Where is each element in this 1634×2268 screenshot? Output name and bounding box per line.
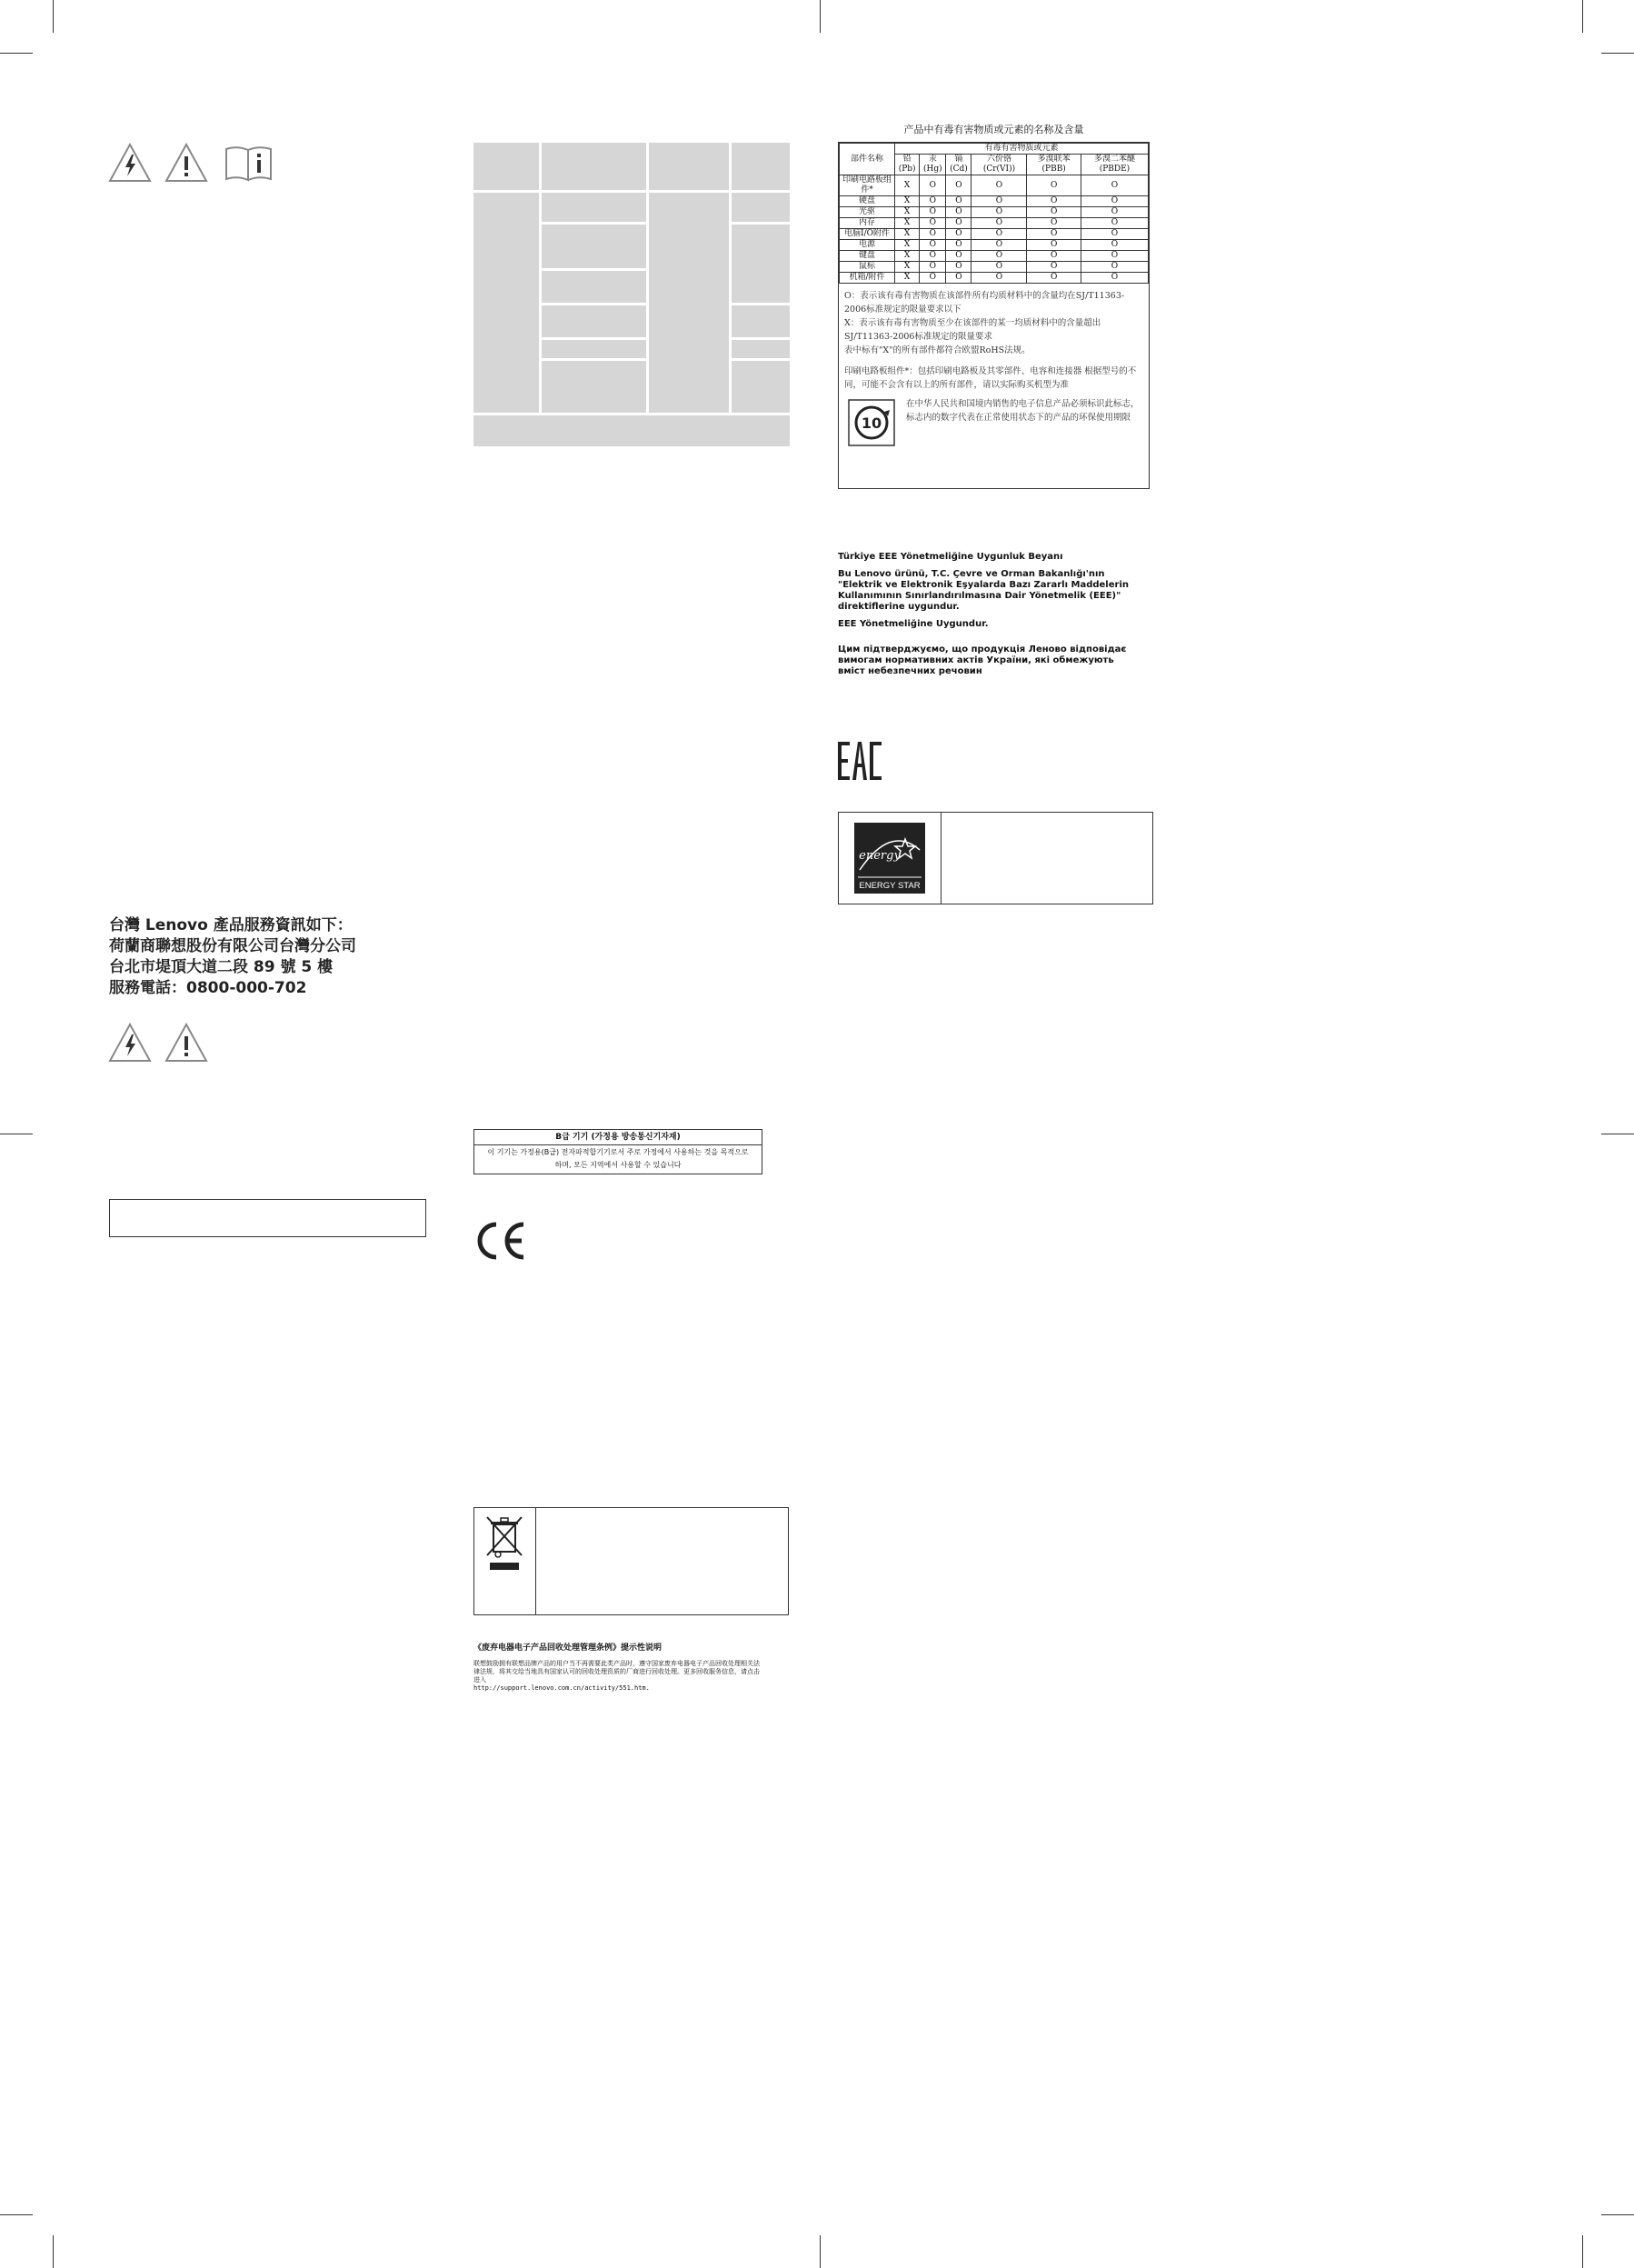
- table-cell: O: [1081, 196, 1148, 207]
- weee-icon-cell: [474, 1508, 536, 1614]
- table-cell-part: 机箱/附件: [840, 273, 895, 284]
- table-cell-part: 电源: [840, 240, 895, 251]
- table-cell: X: [895, 218, 920, 229]
- table-cell: X: [895, 196, 920, 207]
- hazard-substance-table: [839, 143, 1149, 284]
- taiwan-info-line: 荷蘭商聯想股份有限公司台灣分公司: [109, 937, 356, 955]
- table-cell: O: [971, 229, 1027, 240]
- table-cell: O: [1081, 207, 1148, 218]
- taiwan-service-info: [109, 915, 436, 999]
- crop-mark: [820, 0, 821, 33]
- table-cell-part: 光驱: [840, 207, 895, 218]
- table-cell: O: [1081, 262, 1148, 273]
- table-row: [840, 251, 1149, 262]
- ukraine-body: Цим підтверджуємо, що продукція Леново відповідає вимогам нормативних актів України, які обмежують вміст небезпечних речовин: [838, 644, 1127, 676]
- table-row: [840, 196, 1149, 207]
- table-cell-part: 键盘: [840, 251, 895, 262]
- table-cell: [732, 305, 790, 337]
- table-cell-part: 鼠标: [840, 262, 895, 273]
- crop-mark: [53, 2235, 54, 2268]
- table-cell: O: [1027, 175, 1081, 196]
- hazard-note: X：表示该有毒有害物质至少在该部件的某一均质材料中的含量超出SJ/T11363-2006标准规定的限量要求: [844, 318, 1101, 342]
- eac-logo: [837, 740, 882, 782]
- table-cell: O: [1027, 273, 1081, 284]
- table-cell: O: [920, 229, 946, 240]
- table-cell: [542, 340, 646, 358]
- table-cell: O: [920, 196, 946, 207]
- table-cell: [542, 143, 646, 190]
- table-cell: O: [920, 251, 946, 262]
- table-cell: O: [920, 175, 946, 196]
- table-cell: X: [895, 273, 920, 284]
- grey-spec-table: [473, 143, 790, 446]
- table-cell-part: 硬盘: [840, 196, 895, 207]
- energy-star-logo-cell: [839, 813, 942, 904]
- ce-mark-icon: [471, 1219, 529, 1263]
- crop-mark: [1582, 0, 1583, 33]
- table-cell: O: [946, 229, 971, 240]
- table-cell: [649, 143, 729, 190]
- table-cell: O: [971, 218, 1027, 229]
- hazard-note: 表中标有"X"的所有部件都符合欧盟RoHS法规。: [844, 345, 1031, 355]
- table-row: [840, 218, 1149, 229]
- table-cell: O: [946, 175, 971, 196]
- taiwan-info-line: 台北市堤頂大道二段 89 號 5 樓: [109, 958, 334, 976]
- eac-mark-icon: [837, 740, 882, 782]
- table-row: [840, 262, 1149, 273]
- crop-mark: [1601, 2214, 1634, 2215]
- table-header: 多溴联苯 (PBB): [1027, 155, 1081, 175]
- table-cell: X: [895, 262, 920, 273]
- table-cell: [732, 340, 790, 358]
- efup-10-icon: [848, 399, 895, 446]
- turkey-declaration: [838, 552, 1138, 630]
- table-cell-part: 电脑I/O附件: [840, 229, 895, 240]
- table-cell: O: [946, 262, 971, 273]
- table-header: 六价铬 (Cr(VI)): [971, 155, 1027, 175]
- table-cell: O: [1027, 196, 1081, 207]
- table-cell: O: [971, 251, 1027, 262]
- table-cell: [473, 415, 790, 446]
- table-cell: O: [971, 196, 1027, 207]
- table-row: [840, 240, 1149, 251]
- crop-mark: [1601, 53, 1634, 54]
- table-cell: O: [1027, 218, 1081, 229]
- table-cell-part: 内存: [840, 218, 895, 229]
- table-cell: O: [946, 251, 971, 262]
- caution-icon: [164, 142, 209, 184]
- weee-bin-icon: [485, 1515, 525, 1572]
- table-cell: [542, 271, 646, 303]
- crop-mark: [0, 53, 33, 54]
- table-cell: O: [971, 175, 1027, 196]
- hazard-note: 印刷电路板组件*：包括印刷电路板及其零部件、电容和连接器 根据型号的不同，可能不会含有以上的所有部件，请以实际购买机型为准: [844, 366, 1137, 390]
- table-cell: O: [971, 262, 1027, 273]
- weee-notice-box: [473, 1507, 789, 1615]
- table-cell: [542, 305, 646, 337]
- table-cell: O: [946, 240, 971, 251]
- table-cell: O: [1027, 240, 1081, 251]
- turkey-line2: EEE Yönetmeliğine Uygundur.: [838, 619, 989, 629]
- table-cell: [542, 361, 646, 413]
- svg-text:energy: energy: [859, 849, 901, 863]
- korea-notice-body: 이 기기는 가정용(B급) 전자파적합기기로서 주로 가정에서 사용하는 것을 목적으로 하며, 모든 지역에서 사용할 수 있습니다: [487, 1148, 749, 1169]
- table-cell: O: [1081, 240, 1148, 251]
- crop-mark: [1582, 2235, 1583, 2268]
- table-cell: O: [971, 240, 1027, 251]
- table-cell: [473, 193, 539, 413]
- table-header: 部件名称: [840, 144, 895, 175]
- china-recycling-notice: [473, 1642, 761, 1693]
- hazard-substance-box: [838, 142, 1150, 489]
- turkey-title: Türkiye EEE Yönetmeliğine Uygunluk Beyanı: [838, 552, 1063, 562]
- crop-mark: [53, 0, 54, 33]
- table-cell: [732, 143, 790, 190]
- table-cell-part: 印刷电路板组件*: [840, 175, 895, 196]
- table-cell: [542, 193, 646, 222]
- table-cell: [649, 193, 729, 413]
- china-notice-title: 《废弃电器电子产品回收处理管理条例》提示性说明: [473, 1644, 663, 1653]
- taiwan-info-line: 台灣 Lenovo 產品服務資訊如下：: [109, 916, 353, 934]
- energy-star-box: [838, 812, 1153, 904]
- table-cell: O: [971, 273, 1027, 284]
- table-row: [840, 207, 1149, 218]
- table-header: 多溴二苯醚 (PBDE): [1081, 155, 1148, 175]
- taiwan-info-line: 服務電話：0800-000-702: [109, 979, 307, 997]
- table-row: [840, 273, 1149, 284]
- empty-frame-box: [109, 1199, 426, 1237]
- table-row: [840, 229, 1149, 240]
- efup-number: 10: [861, 415, 882, 432]
- table-cell: O: [946, 218, 971, 229]
- table-cell: [473, 143, 539, 190]
- table-cell: X: [895, 240, 920, 251]
- energy-star-logo: [854, 823, 925, 894]
- hazard-note: 在中华人民共和国境内销售的电子信息产品必须标识此标志，标志内的数字代表在正常使用状态下的产品的环保使用期限: [906, 399, 1140, 423]
- table-cell: O: [971, 207, 1027, 218]
- table-cell: O: [946, 273, 971, 284]
- hazard-note: O：表示该有毒有害物质在该部件所有均质材料中的含量均在SJ/T11363-2006标准规定的限量要求以下: [844, 291, 1125, 315]
- turkey-body: Bu Lenovo ürünü, T.C. Çevre ve Orman Bakanlığı'nın "Elektrik ve Elektronik Eşyalarda Bazı Zararlı Maddelerin Kullanımının Sınırlandırılmasına Dair Yönetmelik (EEE)" direktiflerine uygundur.: [838, 569, 1129, 612]
- table-cell: O: [1081, 251, 1148, 262]
- table-cell: [732, 225, 790, 303]
- table-cell: O: [1027, 251, 1081, 262]
- table-cell: [732, 361, 790, 413]
- china-notice-link[interactable]: http://support.lenovo.com.cn/activity/551.htm.: [473, 1684, 650, 1692]
- table-cell: [542, 225, 646, 268]
- table-cell: X: [895, 251, 920, 262]
- table-cell: O: [920, 262, 946, 273]
- table-header: 有毒有害物质或元素: [895, 144, 1149, 155]
- table-cell: O: [1081, 273, 1148, 284]
- hazard-table-title: 产品中有毒有害物质或元素的名称及含量: [903, 124, 1084, 135]
- crop-mark: [820, 2235, 821, 2268]
- safety-icons-bottom: [107, 1022, 216, 1064]
- table-cell: X: [895, 175, 920, 196]
- table-cell: O: [920, 218, 946, 229]
- efup-row: [839, 397, 1149, 450]
- table-row: [840, 175, 1149, 196]
- table-cell: O: [946, 196, 971, 207]
- korea-class-b-notice: [473, 1129, 762, 1174]
- table-header: 铅(Pb): [895, 155, 920, 175]
- table-cell: O: [1081, 218, 1148, 229]
- table-header: 镉(Cd): [946, 155, 971, 175]
- china-notice-body: 联想鼓励拥有联想品牌产品的用户当不再需要此类产品时，遵守国家废弃电器电子产品回收处理相关法律法规，将其交给当地具有国家认可的回收处理资质的厂商进行回收处理。更多回收服务信息，请点击进入: [473, 1660, 760, 1684]
- energy-star-label: ENERGY STAR: [859, 881, 921, 891]
- table-cell: X: [895, 207, 920, 218]
- safety-icons-top: [107, 142, 280, 184]
- table-cell: O: [920, 273, 946, 284]
- table-cell: O: [920, 240, 946, 251]
- table-cell: X: [895, 229, 920, 240]
- table-cell: O: [946, 207, 971, 218]
- korea-notice-title: B급 기기 (가정용 방송통신기자재): [474, 1130, 762, 1145]
- electric-shock-icon: [107, 1022, 153, 1064]
- crop-mark: [0, 2214, 33, 2215]
- caution-icon: [164, 1022, 209, 1064]
- electric-shock-icon: [107, 142, 153, 184]
- table-cell: O: [1027, 229, 1081, 240]
- table-cell: O: [1081, 175, 1148, 196]
- table-header: 汞(Hg): [920, 155, 946, 175]
- read-manual-icon: [224, 142, 274, 184]
- table-cell: O: [1027, 262, 1081, 273]
- table-cell: O: [1027, 207, 1081, 218]
- table-cell: [732, 193, 790, 222]
- ukraine-declaration: [838, 644, 1138, 677]
- table-cell: O: [1081, 229, 1148, 240]
- table-cell: O: [920, 207, 946, 218]
